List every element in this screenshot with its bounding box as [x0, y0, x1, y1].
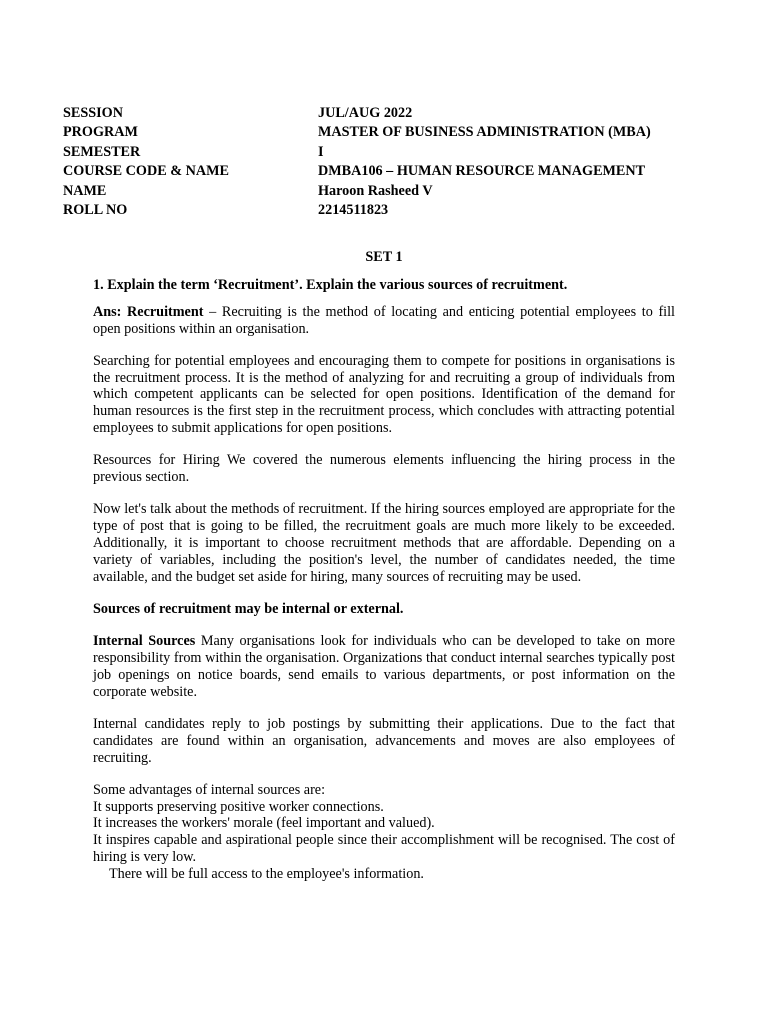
- answer-intro: [93, 304, 675, 338]
- advantage-item: It increases the workers' morale (feel important and valued).: [93, 815, 435, 832]
- info-row-course: [63, 163, 703, 182]
- advantage-item: There will be full access to the employee's information.: [109, 865, 424, 882]
- info-row-program: [63, 124, 703, 143]
- internal-sources-label: Internal Sources: [93, 633, 196, 650]
- info-label: SEMESTER: [63, 143, 141, 160]
- info-value: MASTER OF BUSINESS ADMINISTRATION (MBA): [318, 124, 651, 141]
- internal-sources-text: Many organisations look for individuals who can be developed to take on more responsibility from within the organisation. Organizations that conduct internal searches typically post job openings on notice boards, send emails to various departments, or post information on the corporate website.: [93, 633, 676, 700]
- info-row-name: [63, 183, 703, 202]
- answer-intro-text: – Recruiting is the method of locating and enticing potential employees to fill open positions within an organisation.: [93, 303, 675, 337]
- info-value: I: [318, 143, 324, 160]
- question-heading: 1. Explain the term ‘Recruitment’. Explain the various sources of recruitment.: [93, 277, 568, 293]
- info-label: SESSION: [63, 105, 123, 121]
- info-label: NAME: [63, 182, 107, 199]
- info-row-roll-no: [63, 202, 703, 221]
- advantage-item: It supports preserving positive worker connections.: [93, 798, 384, 815]
- paragraph-resources-for-hiring: Resources for Hiring We covered the numerous elements influencing the hiring process in the previous section.: [93, 452, 675, 486]
- course-info-table: [63, 105, 703, 221]
- info-row-session: [63, 105, 703, 124]
- info-label: ROLL NO: [63, 201, 128, 218]
- info-label: COURSE CODE & NAME: [63, 163, 229, 180]
- advantages-intro: Some advantages of internal sources are:: [93, 781, 326, 798]
- info-label: PROGRAM: [63, 124, 138, 141]
- sources-heading: Sources of recruitment may be internal or external.: [93, 600, 404, 617]
- info-value: Haroon Rasheed V: [318, 182, 433, 199]
- answer-content: [93, 277, 675, 883]
- info-value: JUL/AUG 2022: [318, 105, 413, 121]
- info-row-semester: [63, 144, 703, 163]
- advantage-item: It inspires capable and aspirational people since their accomplishment will be recognised. The cost of hiring is very low.: [93, 832, 675, 866]
- answer-label: Ans: Recruitment: [93, 303, 204, 320]
- info-value: 2214511823: [318, 201, 389, 218]
- paragraph-internal-candidates: Internal candidates reply to job postings by submitting their applications. Due to the fact that candidates are found within an organisation, advancements and moves are also employees of recruiting.: [93, 715, 675, 766]
- info-value: DMBA106 – HUMAN RESOURCE MANAGEMENT: [318, 163, 646, 180]
- paragraph-recruitment-process: Searching for potential employees and encouraging them to compete for positions in organisations is the recruitment process. It is the method of analyzing for and recruiting a group of individuals from which competent applicants can be selected for open positions. Identification of the demand for human resources is the first step in the recruitment process, which concludes with attracting potential employees to submit applications for open positions.: [93, 352, 675, 437]
- paragraph-internal-sources: [93, 633, 675, 700]
- paragraph-methods-of-recruitment: Now let's talk about the methods of recruitment. If the hiring sources employed are appropriate for the type of post that is going to be filled, the recruitment goals are much more likely to be exceeded. Additionally, it is important to choose recruitment methods that are affordable. Depending on a variety of variables, including the position's level, the number of candidates needed, the time available, and the budget set aside for hiring, many sources of recruiting may be used.: [93, 501, 675, 585]
- set-heading: SET 1: [365, 249, 403, 265]
